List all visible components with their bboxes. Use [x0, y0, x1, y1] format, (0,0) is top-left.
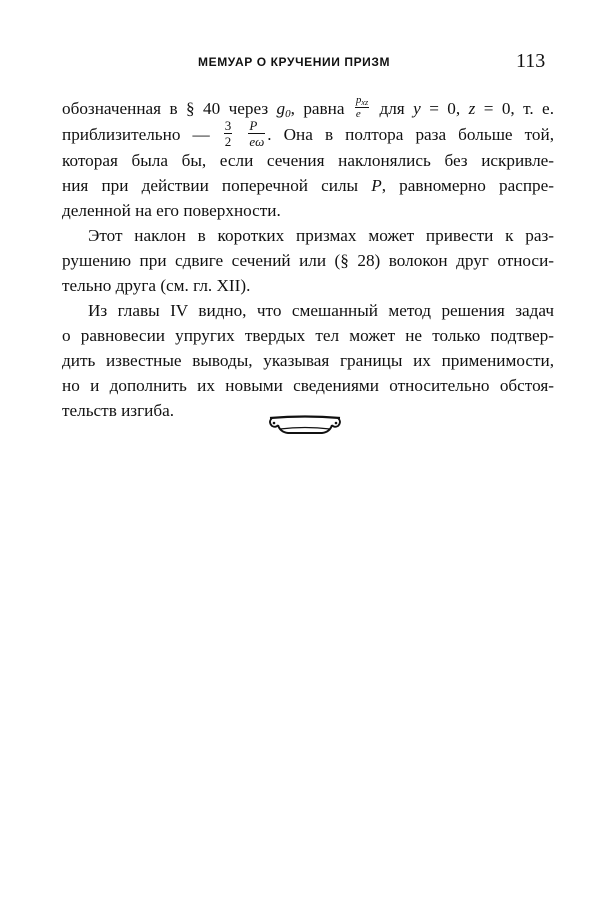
text-line: Из главы IV видно, что смешанный метод решения задач	[88, 301, 554, 320]
text-line: приблизительно — $\frac{3}{2}$ $\frac{P}{e\omega}$ . Она в полтора раза больше той,	[62, 121, 554, 148]
text-line: Этот наклон в коротких призмах может привести к раз-	[88, 226, 554, 245]
fraction-pxz-e: $\frac{p_{xz}}{e}$	[355, 96, 369, 120]
page-number: 113	[516, 50, 546, 72]
math-var-y: y	[413, 99, 421, 118]
text-line: ния при действии поперечной силы P, равномерно распре-	[62, 176, 554, 195]
running-title: МЕМУАР О КРУЧЕНИИ ПРИЗМ	[198, 55, 391, 69]
text-line: дить известные выводы, указывая границы их применимости,	[62, 351, 554, 370]
text-line: тельств изгиба.	[62, 401, 175, 420]
math-var-z: z	[468, 99, 476, 118]
text-line: которая была бы, если сечения наклонялись без искривле-	[62, 151, 554, 170]
tailpiece-ornament-icon	[266, 414, 344, 436]
text-line: о равновесии упругих твердых тел может не только подтвер-	[62, 326, 554, 345]
math-var-g: $g_0$	[276, 99, 291, 120]
text-line: рушению при сдвиге сечений или (§ 28) волокон друг относи-	[62, 251, 554, 270]
text-line: тельно друга (см. гл. XII).	[62, 276, 251, 295]
running-header	[0, 50, 601, 74]
fraction-P-eomega: $\frac{P}{e\omega}$	[249, 121, 265, 148]
text-line: обозначенная в § 40 через $g_0$, равна $\frac{p_{xz}}{e}$ для y = 0, z = 0, т. е.	[62, 96, 554, 120]
fraction-3-2: $\frac{3}{2}$	[224, 121, 232, 148]
body-text	[62, 96, 554, 423]
math-var-P: P	[371, 176, 382, 195]
text-line: деленной на его поверхности.	[62, 201, 281, 220]
text-line: но и дополнить их новыми сведениями относительно обстоя-	[62, 376, 554, 395]
